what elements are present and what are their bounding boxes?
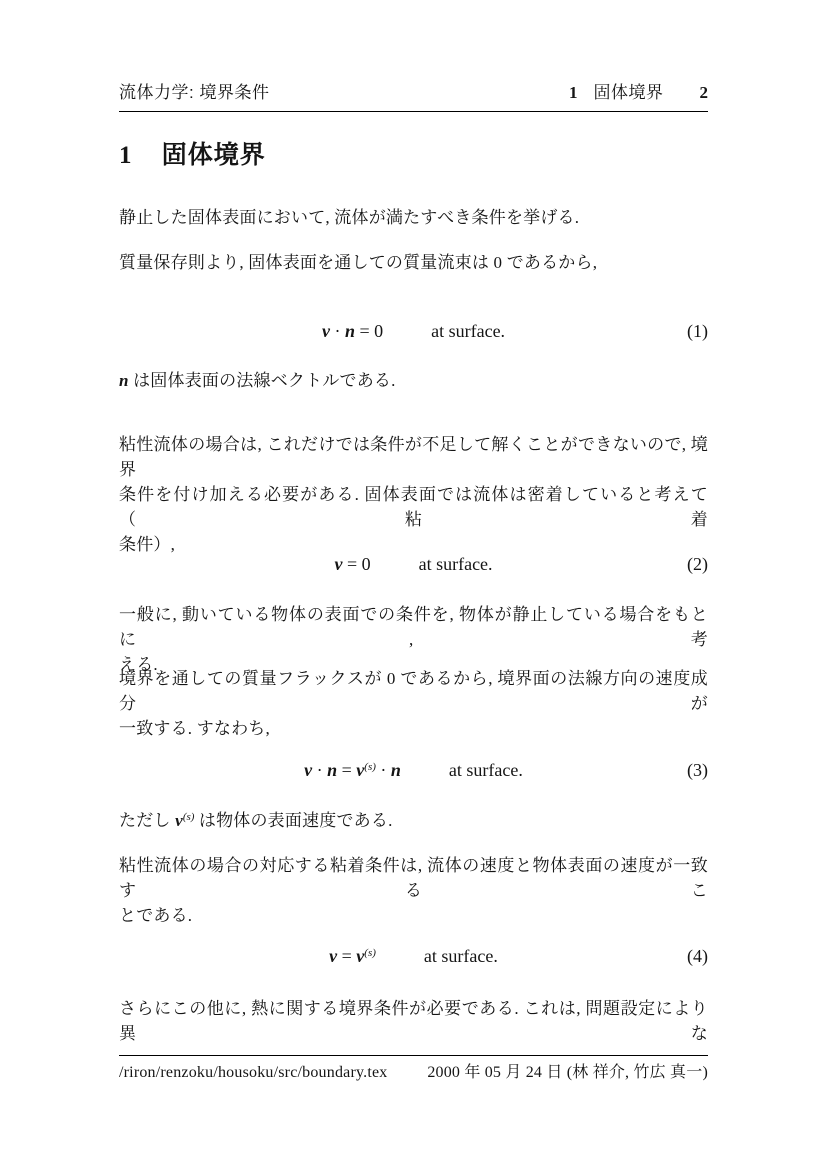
paragraph-moving-body: 一般に, 動いている物体の表面での条件を, 物体が静止している場合をもとに, 考 える. (119, 605, 708, 674)
section-heading (119, 139, 266, 172)
equation-1-body (119, 318, 708, 345)
inline-math: $v^{(s)}$ (175, 811, 195, 830)
inline-math: n (119, 371, 129, 390)
equation-3-number: (3) (687, 760, 708, 780)
equation-4-math: $v = v^{(s)}$ (329, 946, 376, 966)
paragraph-normal-vector: n は固体表面の法線ベクトルである. (119, 371, 396, 390)
equation-2-math: v = 0 (334, 554, 371, 574)
paragraph-mass-conservation: 質量保存則より, 固体表面を通しての質量流束は 0 であるから, (119, 253, 598, 272)
equation-2-body (119, 551, 708, 578)
equation-4-condition: at surface. (423, 946, 498, 966)
equation-4 (119, 943, 708, 970)
equation-4-body (119, 943, 708, 970)
section-heading-number: 1 (119, 142, 132, 169)
paragraph-thermal-conditions: さらにこの他に, 熱に関する境界条件が必要である. これは, 問題設定により異な (119, 999, 708, 1043)
equation-3-body (119, 757, 708, 784)
header-document-title: 流体力学: 境界条件 (119, 83, 270, 102)
equation-4-number: (4) (687, 946, 708, 966)
footer-date-authors: 2000 年 05 月 24 日 (林 祥介, 竹広 真一) (427, 1064, 708, 1081)
equation-3-math: $v \cdot n = v^{(s)} \cdot n$ (304, 760, 401, 780)
equation-2-condition: at surface. (418, 554, 493, 574)
equation-1-condition: at surface. (431, 321, 506, 341)
equation-2 (119, 551, 708, 578)
equation-1 (119, 318, 708, 345)
paragraph-surface-velocity: ただし $v^{(s)}$ は物体の表面速度である. (119, 811, 393, 830)
page-footer (119, 1062, 708, 1084)
header-section-number: 1 (569, 83, 578, 102)
section-heading-title: 固体境界 (161, 141, 266, 169)
paragraph-viscous-noslip: 粘性流体の場合は, これだけでは条件が不足して解くことができないので, 境界 条件を付け加える必要がある. 固体表面では流体は密着していると考えて（粘着 条件）, (119, 435, 708, 554)
footer-file-path: /riron/renzoku/housoku/src/boundary.tex (119, 1064, 388, 1081)
header-rule (119, 111, 708, 112)
header-section-ref (569, 82, 708, 104)
footer-rule (119, 1055, 708, 1056)
paragraph-viscous-match: 粘性流体の場合の対応する粘着条件は, 流体の速度と物体表面の速度が一致するこ とである. (119, 856, 708, 925)
equation-3-condition: at surface. (448, 760, 523, 780)
paragraph-mass-flux: 境界を通しての質量フラックスが 0 であるから, 境界面の法線方向の速度成分が 一致する. すなわち, (119, 669, 708, 738)
equation-1-math: v · n = 0 (321, 321, 384, 341)
header-section-title: 固体境界 (593, 83, 664, 102)
equation-2-number: (2) (687, 554, 708, 574)
equation-1-number: (1) (687, 321, 708, 341)
page-header (119, 82, 708, 104)
equation-3 (119, 757, 708, 784)
paragraph-intro: 静止した固体表面において, 流体が満たすべき条件を挙げる. (119, 208, 580, 227)
header-page-number: 2 (699, 83, 708, 102)
